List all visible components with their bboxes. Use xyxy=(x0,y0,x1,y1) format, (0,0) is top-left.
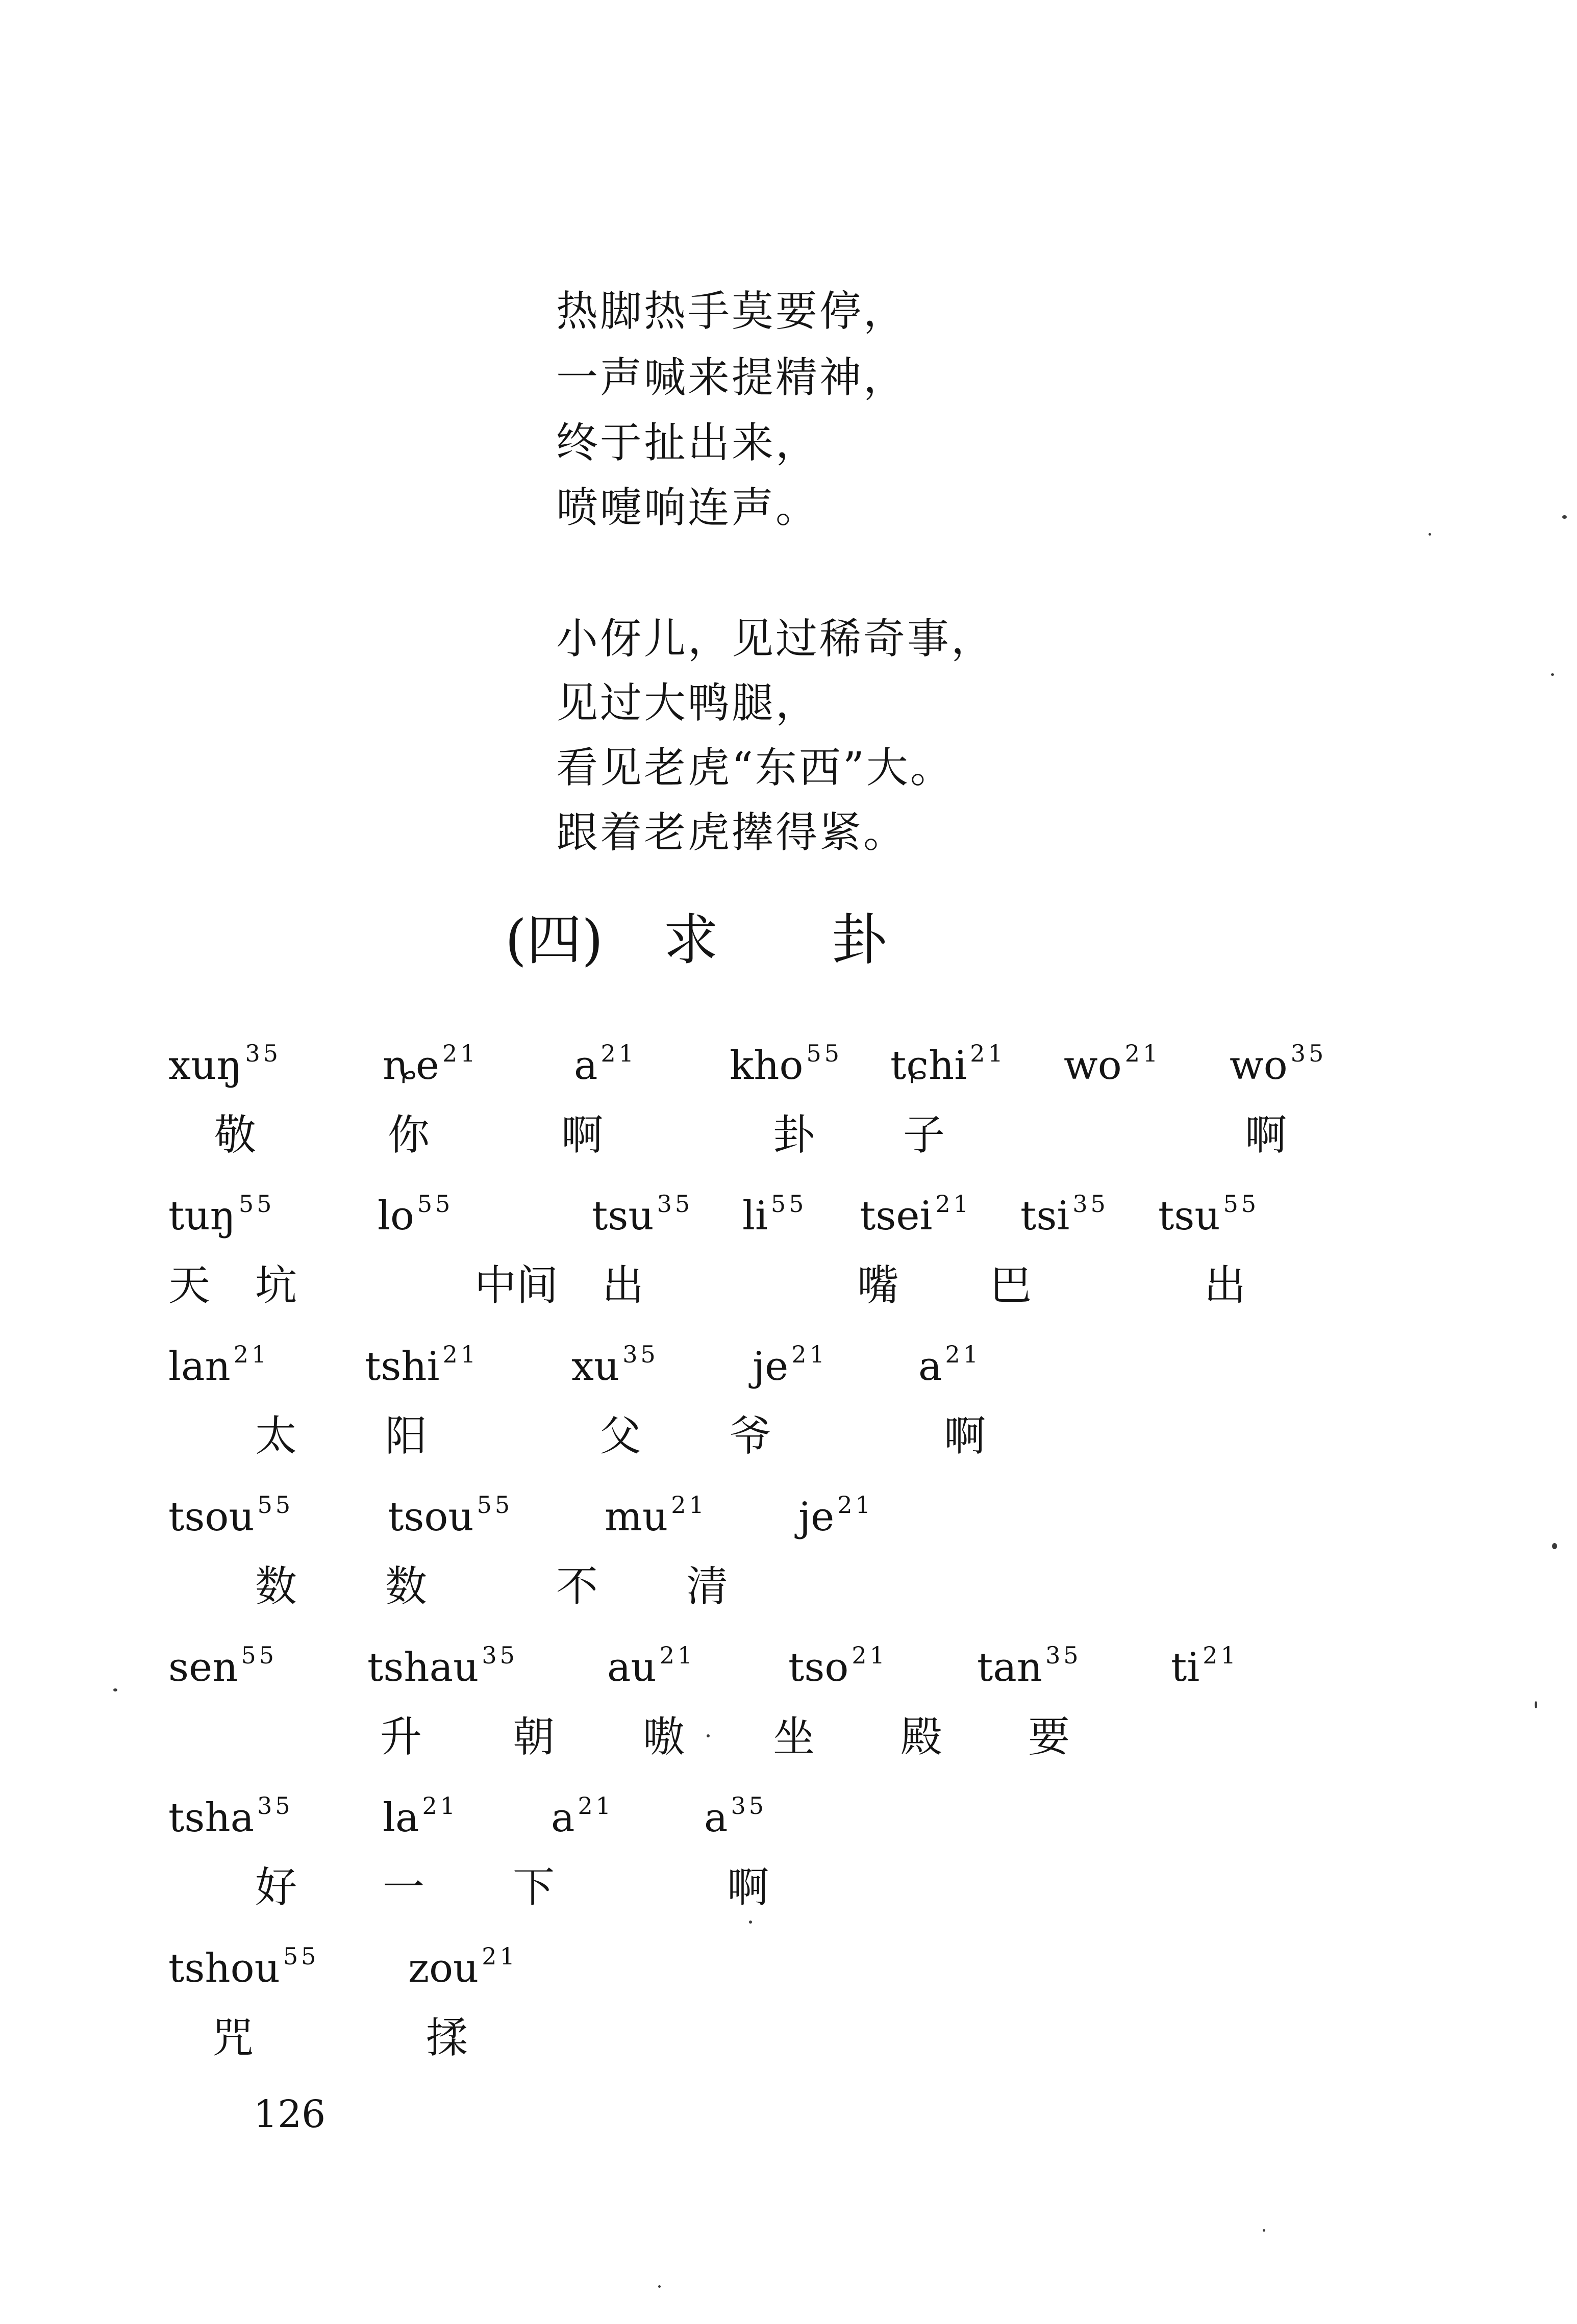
roman-syllable: au $^{21}$ xyxy=(607,1641,696,1690)
gloss-char: 子 xyxy=(903,1111,945,1159)
gloss-char: 升 xyxy=(380,1713,422,1761)
gloss-char: 父 xyxy=(599,1412,642,1460)
gloss-char: 敬 xyxy=(214,1111,257,1159)
poem-line: 看见老虎“东西”大。 xyxy=(556,744,954,792)
scan-speck xyxy=(1429,533,1431,536)
roman-syllable: tshau $^{35}$ xyxy=(367,1641,518,1690)
roman-syllable: tsi $^{35}$ xyxy=(1020,1190,1109,1239)
roman-syllable: li $^{55}$ xyxy=(742,1190,807,1239)
gloss-char: 中间 xyxy=(474,1261,559,1310)
gloss-char: 清 xyxy=(686,1562,729,1611)
scan-speck xyxy=(113,1688,117,1691)
gloss-char: 揉 xyxy=(426,2014,468,2062)
gloss-char: 一 xyxy=(383,1863,425,1912)
roman-syllable: wo $^{35}$ xyxy=(1230,1040,1327,1089)
gloss-char: 下 xyxy=(513,1863,555,1912)
roman-syllable: tsou $^{55}$ xyxy=(388,1491,513,1540)
roman-syllable: tso $^{21}$ xyxy=(788,1641,888,1690)
roman-syllable: je $^{21}$ xyxy=(753,1341,828,1390)
poem-line: 跟着老虎撵得紧。 xyxy=(556,809,908,857)
gloss-char: 啊 xyxy=(944,1412,986,1460)
roman-syllable: sen $^{55}$ xyxy=(168,1641,277,1690)
scan-speck xyxy=(749,1921,752,1924)
roman-syllable: mu $^{21}$ xyxy=(605,1491,707,1540)
gloss-char: 殿 xyxy=(900,1713,943,1761)
gloss-char: 不 xyxy=(556,1562,598,1611)
poem-line: 热脚热手莫要停， xyxy=(556,287,908,336)
scan-speck xyxy=(1535,1701,1537,1708)
gloss-char: 嗷 xyxy=(643,1713,685,1761)
poem-line: 见过大鸭腿， xyxy=(556,679,820,727)
section-title-second: 卦 xyxy=(832,908,887,972)
roman-syllable: tsou $^{55}$ xyxy=(168,1491,294,1540)
gloss-char: 巴 xyxy=(990,1261,1032,1310)
roman-syllable: tan $^{35}$ xyxy=(977,1641,1082,1690)
roman-syllable: lo $^{55}$ xyxy=(378,1190,454,1239)
roman-syllable: ti $^{21}$ xyxy=(1171,1641,1239,1690)
gloss-char: 嘴 xyxy=(857,1261,899,1310)
roman-syllable: tuŋ $^{55}$ xyxy=(168,1190,275,1239)
roman-syllable: tsei $^{21}$ xyxy=(860,1190,972,1239)
scan-speck xyxy=(707,1734,710,1737)
scan-speck xyxy=(658,2285,661,2288)
poem-line: 终于扯出来， xyxy=(556,419,820,467)
roman-syllable: a $^{21}$ xyxy=(574,1040,637,1089)
gloss-char: 卦 xyxy=(773,1111,815,1159)
poem-line: 喷嚏响连声。 xyxy=(556,484,820,532)
roman-syllable: kho $^{55}$ xyxy=(730,1040,843,1089)
roman-syllable: tshou $^{55}$ xyxy=(168,1942,319,1991)
gloss-char: 坐 xyxy=(773,1713,815,1761)
roman-syllable: tsu $^{35}$ xyxy=(592,1190,693,1239)
scan-speck xyxy=(1562,515,1567,519)
gloss-char: 坑 xyxy=(255,1261,297,1310)
gloss-char: 你 xyxy=(388,1111,430,1159)
gloss-char: 数 xyxy=(385,1562,428,1611)
scan-speck xyxy=(1263,2229,1265,2232)
section-title-first: 求 xyxy=(663,908,719,972)
roman-syllable: xu $^{35}$ xyxy=(571,1341,659,1390)
poem-line: 小伢儿，见过稀奇事， xyxy=(556,615,995,663)
roman-syllable: la $^{21}$ xyxy=(383,1792,458,1841)
gloss-char: 出 xyxy=(1204,1261,1246,1310)
roman-syllable: zou $^{21}$ xyxy=(408,1942,518,1991)
gloss-char: 啊 xyxy=(1245,1111,1287,1159)
poem-line: 一声喊来提精神， xyxy=(556,353,908,402)
scan-speck xyxy=(1551,673,1554,676)
gloss-char: 啊 xyxy=(727,1863,769,1912)
gloss-char: 出 xyxy=(602,1261,644,1310)
gloss-char: 咒 xyxy=(212,2014,254,2062)
gloss-char: 好 xyxy=(255,1863,297,1912)
gloss-char: 阳 xyxy=(385,1412,428,1460)
gloss-char: 天 xyxy=(168,1261,211,1310)
roman-syllable: lan $^{21}$ xyxy=(168,1341,270,1390)
gloss-char: 朝 xyxy=(513,1713,555,1761)
roman-syllable: ȵe $^{21}$ xyxy=(383,1040,479,1089)
gloss-char: 太 xyxy=(255,1412,297,1460)
roman-syllable: tsha $^{35}$ xyxy=(168,1792,293,1841)
roman-syllable: a $^{21}$ xyxy=(918,1341,982,1390)
section-number: (四) xyxy=(505,908,604,972)
roman-syllable: tɕhi $^{21}$ xyxy=(890,1040,1006,1089)
roman-syllable: wo $^{21}$ xyxy=(1064,1040,1161,1089)
page-number: 126 xyxy=(254,2092,326,2136)
roman-syllable: tshi $^{21}$ xyxy=(365,1341,479,1390)
gloss-char: 啊 xyxy=(561,1111,604,1159)
scan-speck xyxy=(1552,1543,1557,1549)
roman-syllable: a $^{21}$ xyxy=(551,1792,614,1841)
gloss-char: 要 xyxy=(1028,1713,1070,1761)
roman-syllable: je $^{21}$ xyxy=(798,1491,873,1540)
gloss-char: 爷 xyxy=(730,1412,772,1460)
gloss-char: 数 xyxy=(255,1562,297,1611)
roman-syllable: tsu $^{55}$ xyxy=(1158,1190,1260,1239)
roman-syllable: a $^{35}$ xyxy=(704,1792,767,1841)
roman-syllable: xuŋ $^{35}$ xyxy=(168,1040,282,1089)
